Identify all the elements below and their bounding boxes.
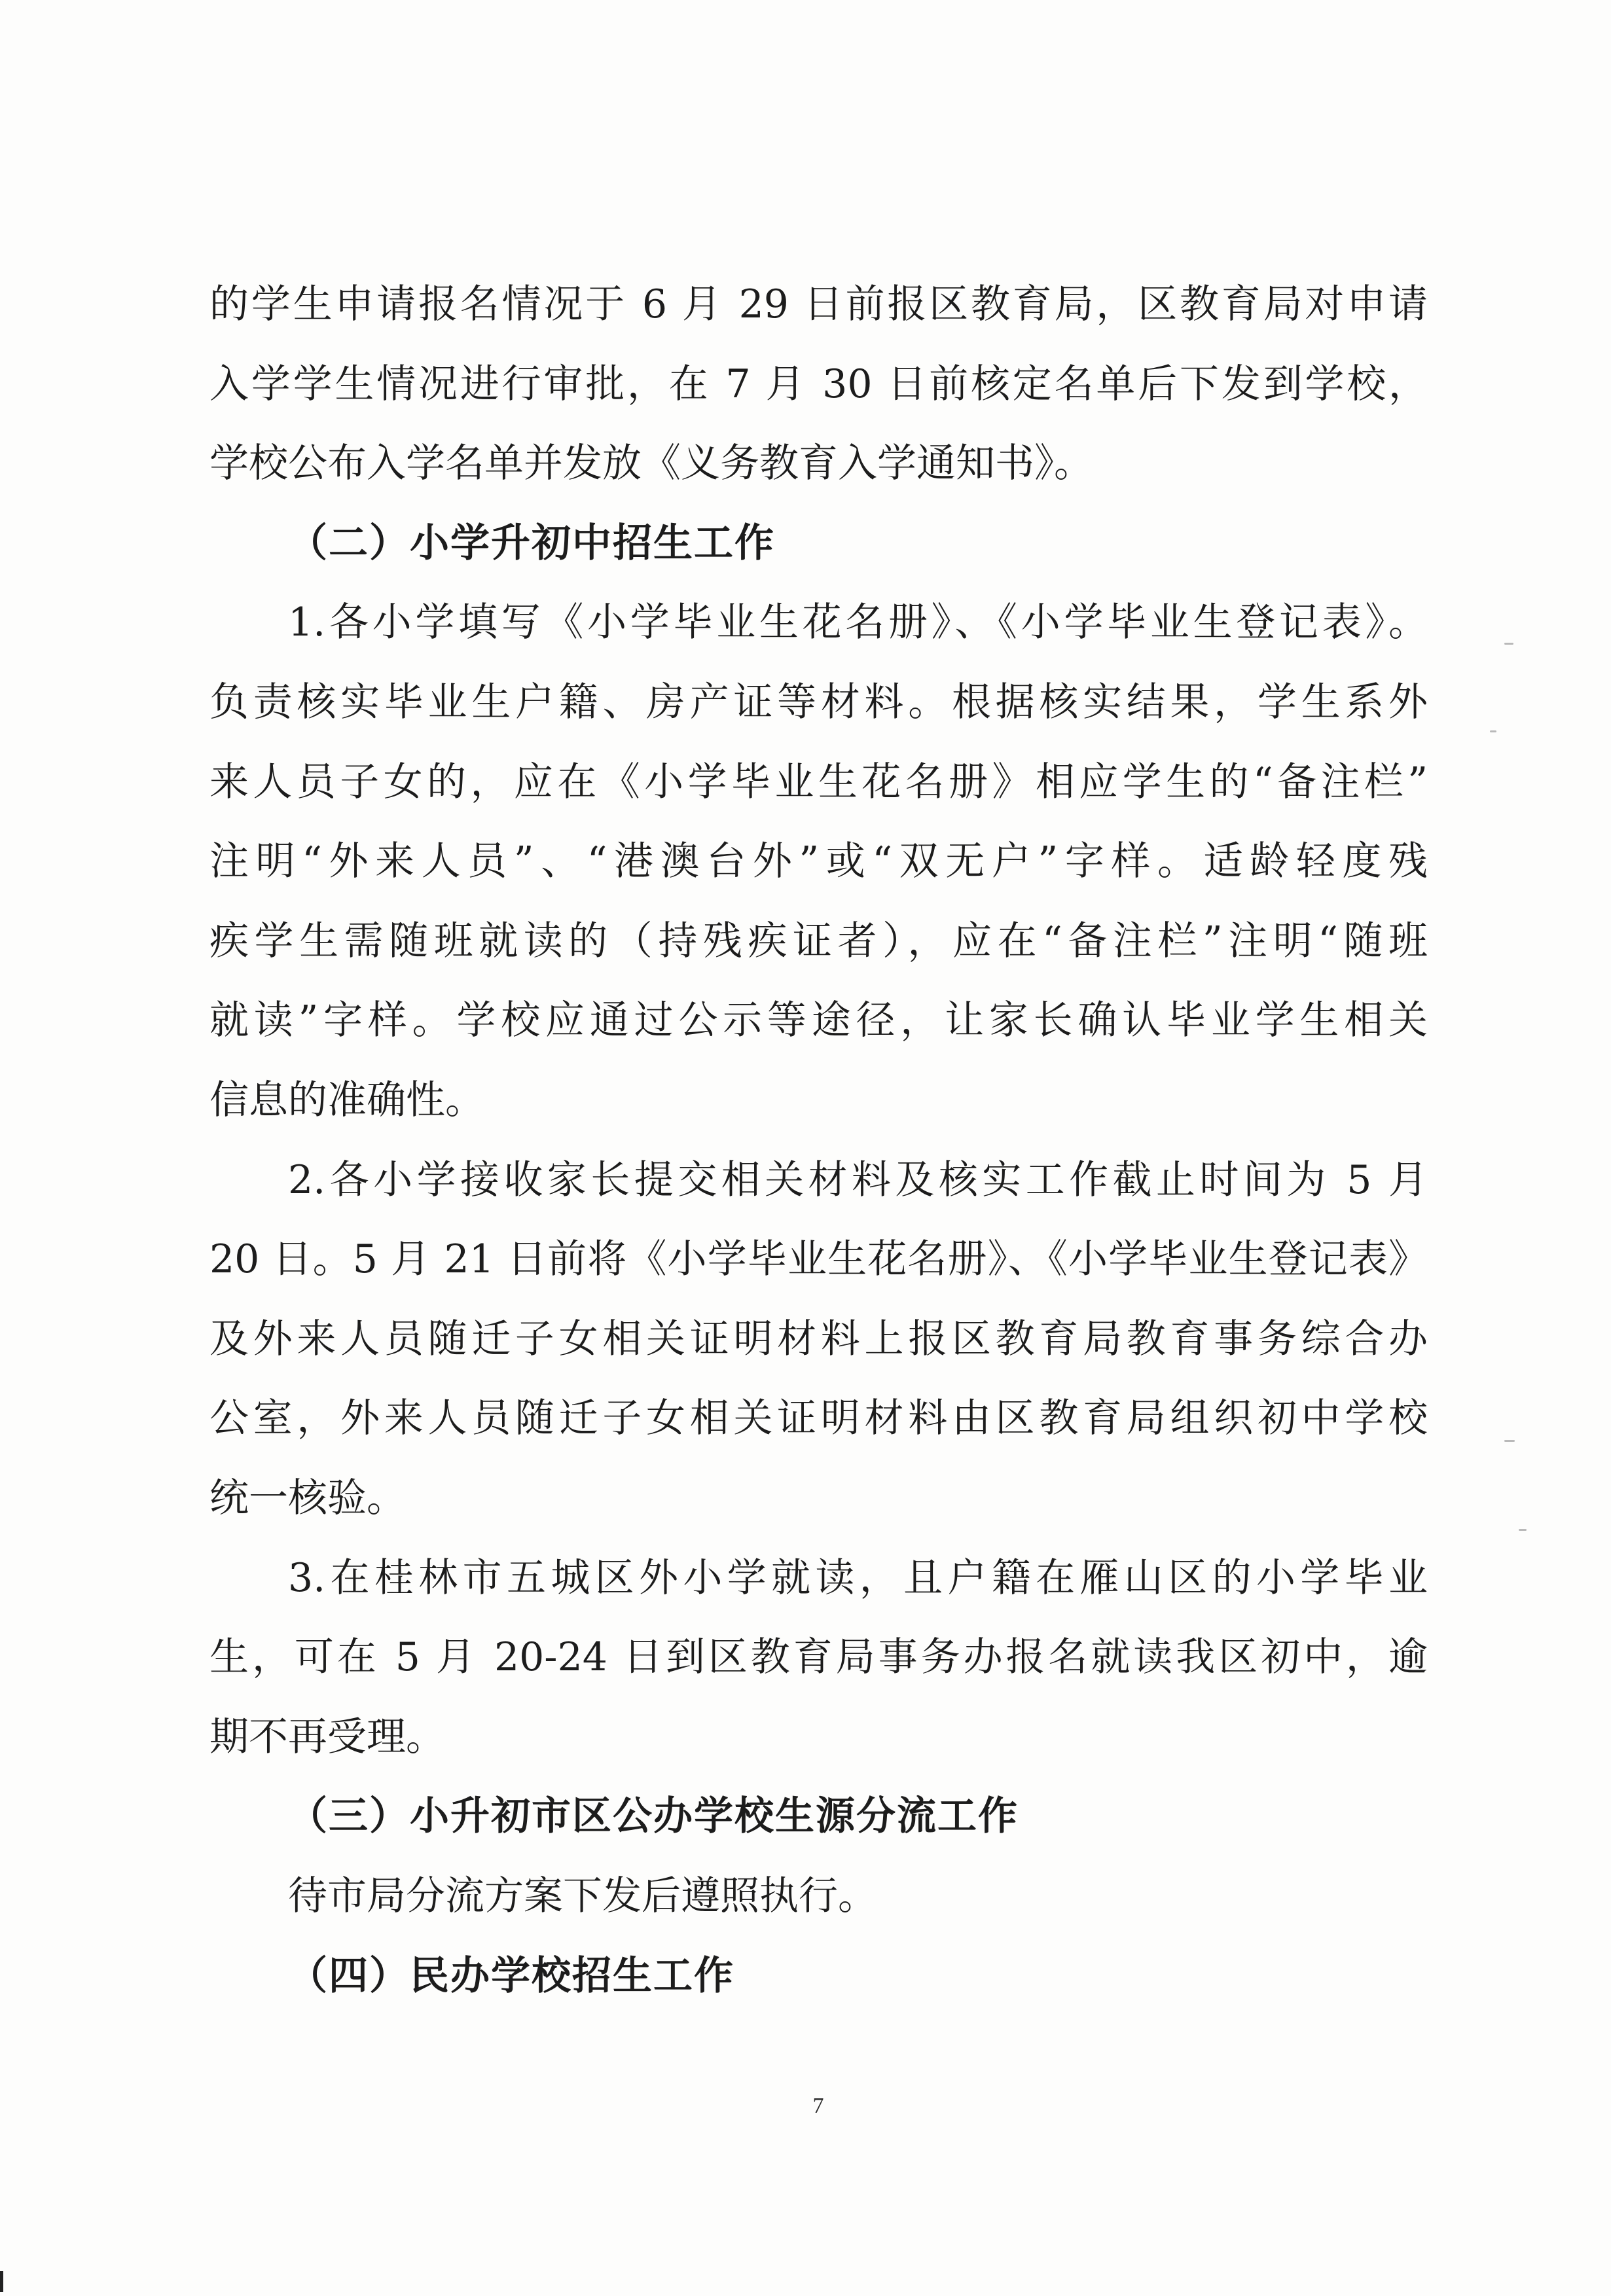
body-line: 公室，外来人员随迁子女相关证明材料由区教育局组织初中学校 [209, 1395, 1428, 1441]
scan-speck [1504, 1440, 1515, 1442]
scan-speck [1519, 1529, 1527, 1531]
body-line: 疾学生需随班就读的（持残疾证者），应在“备注栏”注明“随班 [209, 918, 1428, 964]
body-line: 信息的准确性。 [209, 1077, 484, 1123]
body-line: 学校公布入学名单并发放《义务教育入学通知书》。 [209, 440, 1093, 486]
body-line: 负责核实毕业生户籍、房产证等材料。根据核实结果，学生系外 [209, 679, 1428, 725]
scan-speck [1490, 730, 1496, 732]
section-heading: （三）小升初市区公办学校生源分流工作 [288, 1793, 1019, 1839]
body-line: 的学生申请报名情况于 6 月 29 日前报区教育局，区教育局对申请 [209, 281, 1428, 327]
page-number: 7 [812, 2094, 824, 2118]
body-line: 入学学生情况进行审批，在 7 月 30 日前核定名单后下发到学校， [209, 361, 1428, 407]
body-line: 待市局分流方案下发后遵照执行。 [288, 1873, 877, 1919]
scan-speck [1504, 643, 1513, 645]
body-line: 生，可在 5 月 20-24 日到区教育局事务办报名就读我区初中，逾 [209, 1634, 1428, 1680]
body-line: 2.各小学接收家长提交相关材料及核实工作截止时间为 5 月 [288, 1157, 1428, 1203]
body-line: 期不再受理。 [209, 1714, 445, 1760]
body-line: 统一核验。 [209, 1475, 406, 1521]
body-line: 就读”字样。学校应通过公示等途径，让家长确认毕业学生相关 [209, 997, 1428, 1043]
body-line: 1.各小学填写《小学毕业生花名册》、《小学毕业生登记表》。 [288, 600, 1428, 645]
body-line: 3.在桂林市五城区外小学就读，且户籍在雁山区的小学毕业 [288, 1555, 1428, 1601]
section-heading: （二）小学升初中招生工作 [288, 520, 775, 566]
body-line: 注明“外来人员”、“港澳台外”或“双无户”字样。适龄轻度残 [209, 838, 1428, 884]
section-heading: （四）民办学校招生工作 [288, 1953, 734, 1999]
body-line: 来人员子女的，应在《小学毕业生花名册》相应学生的“备注栏” [209, 759, 1428, 805]
body-line: 及外来人员随迁子女相关证明材料上报区教育局教育事务综合办 [209, 1316, 1428, 1362]
scan-edge-mark [0, 2271, 3, 2292]
body-line: 20 日。5 月 21 日前将《小学毕业生花名册》、《小学毕业生登记表》 [209, 1236, 1428, 1282]
